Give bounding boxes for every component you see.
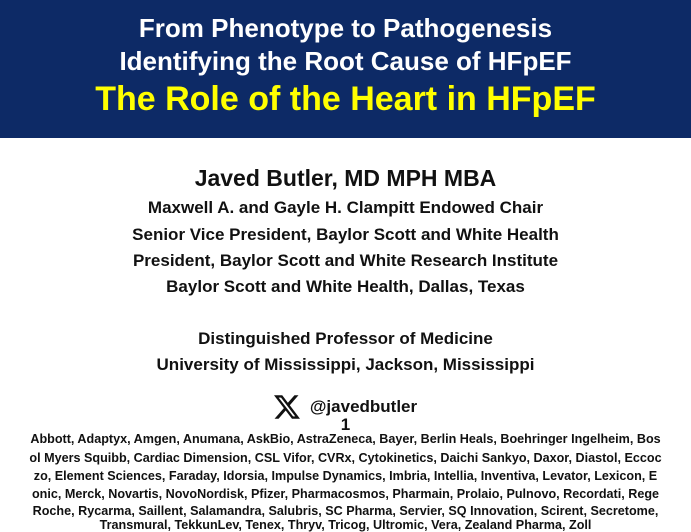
- twitter-handle: @javedbutler: [309, 397, 418, 416]
- disclosure-line: onic, Merck, Novartis, NovoNordisk, Pfizer, Pharmacosmos, Pharmain, Prolaio, Pulnovo, Recordati, Rege: [31, 487, 660, 501]
- disclosure-line: zo, Element Sciences, Faraday, Idorsia, Impulse Dynamics, Imbria, Intellia, Inventiva, Levator, Lexicon, E: [33, 469, 658, 483]
- affiliation-4: Baylor Scott and White Health, Dallas, Texas: [166, 277, 525, 296]
- affiliation-3: President, Baylor Scott and White Research Institute: [132, 251, 559, 270]
- affiliation-1: Maxwell A. and Gayle H. Clampitt Endowed Chair: [147, 198, 544, 217]
- speaker-name: Javed Butler, MD MPH MBA: [194, 165, 497, 191]
- professorship-title: Distinguished Professor of Medicine: [198, 329, 493, 348]
- disclosure-line: Transmural, TekkunLev, Tenex, Thryv, Tricog, Ultromic, Vera, Zealand Pharma, Zoll: [99, 518, 592, 532]
- disclosure-line: Roche, Rycarma, Saillent, Salamandra, Salubris, SC Pharma, Servier, SQ Innovation, Scirent, Secretome,: [32, 504, 659, 518]
- professorship-institution: University of Mississippi, Jackson, Mississippi: [156, 355, 535, 374]
- title-line-2: Identifying the Root Cause of HFpEF: [119, 46, 572, 76]
- title-line-1: From Phenotype to Pathogenesis: [138, 13, 553, 43]
- affiliation-2: Senior Vice President, Baylor Scott and White Health: [132, 225, 559, 244]
- slide-number: 1: [340, 415, 351, 434]
- disclosure-line: Abbott, Adaptyx, Amgen, Anumana, AskBio, AstraZeneca, Bayer, Berlin Heals, Boehringer Ingelheim, Bos: [30, 432, 661, 446]
- title-line-highlight: The Role of the Heart in HFpEF: [95, 80, 596, 118]
- title-banner: [0, 0, 691, 138]
- disclosure-line: ol Myers Squibb, Cardiac Dimension, CSL Vifor, CVRx, Cytokinetics, Daichi Sankyo, Daxor, Diastol, Eccoc: [29, 451, 662, 465]
